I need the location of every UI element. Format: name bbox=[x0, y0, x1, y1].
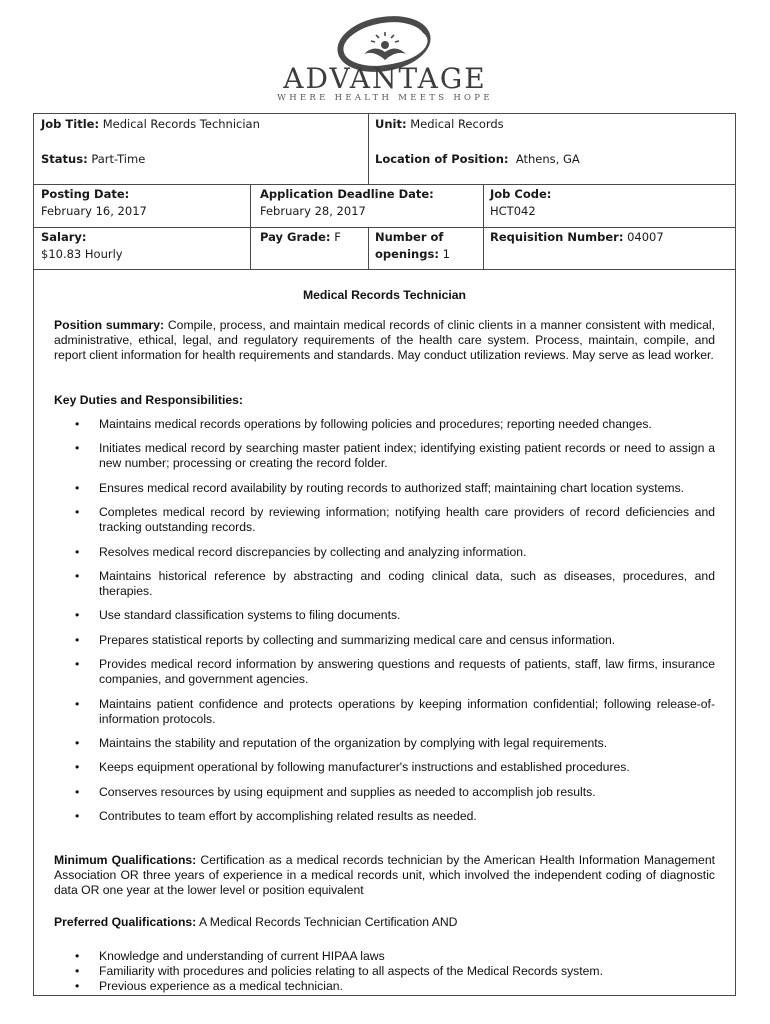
bullet-icon: • bbox=[75, 809, 80, 824]
list-item bbox=[54, 608, 715, 623]
duty-text: Completes medical record by reviewing information; notifying health care providers of record deficiencies and tracking outstanding records. bbox=[99, 505, 715, 535]
status-label: Status: bbox=[41, 152, 88, 166]
posting-date-value: February 16, 2017 bbox=[41, 204, 147, 218]
bullet-icon: • bbox=[75, 441, 80, 456]
brand-tagline: WHERE HEALTH MEETS HOPE bbox=[277, 93, 493, 103]
openings-label-line2: openings: bbox=[375, 247, 439, 261]
posting-date-label: Posting Date: bbox=[41, 187, 130, 201]
list-item bbox=[54, 809, 715, 824]
list-item bbox=[54, 949, 715, 964]
job-code-value: HCT042 bbox=[490, 204, 536, 218]
duty-text: Maintains patient confidence and protects operations by keeping information confidential; following release-of-information protocols. bbox=[99, 696, 715, 726]
preferred-qualifications bbox=[54, 915, 715, 930]
list-item bbox=[54, 760, 715, 775]
pay-grade-field bbox=[260, 229, 341, 246]
duty-text: Ensures medical record availability by routing records to authorized staff; maintaining chart location systems. bbox=[99, 480, 685, 495]
list-item bbox=[54, 633, 715, 648]
list-item bbox=[54, 979, 715, 994]
salary-value: $10.83 Hourly bbox=[41, 247, 123, 261]
bullet-icon: • bbox=[75, 657, 80, 672]
bullet-icon: • bbox=[75, 964, 80, 978]
duty-text: Provides medical record information by answering questions and requests of patients, staff, law firms, insurance companies, and government agencies. bbox=[99, 657, 715, 687]
job-posting-document bbox=[33, 113, 736, 996]
bullet-icon: • bbox=[75, 608, 80, 623]
salary-field bbox=[41, 229, 123, 263]
duty-text: Initiates medical record by searching master patient index; identifying existing patient records or need to assign a new number; processing or creating the record folder. bbox=[99, 441, 715, 471]
table-divider bbox=[34, 269, 735, 270]
list-item bbox=[54, 569, 715, 599]
deadline-value: February 28, 2017 bbox=[260, 204, 366, 218]
bullet-icon: • bbox=[75, 979, 80, 993]
position-summary bbox=[54, 318, 715, 363]
deadline-field bbox=[260, 186, 434, 220]
job-title-value: Medical Records Technician bbox=[102, 117, 260, 131]
openings-label-line1: Number of bbox=[375, 230, 444, 244]
bullet-icon: • bbox=[75, 505, 80, 520]
unit-field bbox=[375, 116, 504, 133]
bullet-icon: • bbox=[75, 568, 80, 583]
openings-value: 1 bbox=[442, 247, 450, 261]
list-item bbox=[54, 964, 715, 979]
status-field bbox=[41, 151, 145, 168]
preferred-text: Previous experience as a medical technician. bbox=[99, 979, 343, 993]
brand-name: ADVANTAGE bbox=[283, 62, 487, 95]
duties-list bbox=[54, 417, 715, 824]
duty-text: Maintains historical reference by abstracting and coding clinical data, such as diseases, procedures, and therapies. bbox=[99, 568, 715, 598]
list-item bbox=[54, 505, 715, 535]
requisition-field bbox=[490, 229, 664, 246]
bullet-icon: • bbox=[75, 784, 80, 799]
duties-section bbox=[54, 417, 715, 833]
job-title-label: Job Title: bbox=[41, 117, 100, 131]
duty-text: Maintains medical records operations by following policies and procedures; reporting needed changes. bbox=[99, 417, 652, 431]
duties-heading: Key Duties and Responsibilities: bbox=[54, 393, 243, 407]
preferred-list bbox=[54, 949, 715, 994]
unit-value: Medical Records bbox=[410, 117, 504, 131]
bullet-icon: • bbox=[75, 544, 80, 559]
list-item bbox=[54, 736, 715, 751]
summary-text: Compile, process, and maintain medical records of clinic clients in a manner consistent with medical, administrative, ethical, legal, and regulatory requirements of the health care system. Process, maintain, compile, and report client information for health requirements and standards. May conduct utilization reviews. May serve as lead worker. bbox=[54, 318, 715, 362]
job-code-field bbox=[490, 186, 551, 220]
preferred-section bbox=[54, 949, 715, 994]
min-qual-label: Minimum Qualifications: bbox=[54, 853, 197, 867]
list-item bbox=[54, 481, 715, 496]
table-divider bbox=[34, 227, 735, 228]
list-item bbox=[54, 657, 715, 687]
bullet-icon: • bbox=[75, 480, 80, 495]
bullet-icon: • bbox=[75, 760, 80, 775]
location-label: Location of Position: bbox=[375, 152, 509, 166]
summary-label: Position summary: bbox=[54, 318, 165, 332]
requisition-label: Requisition Number: bbox=[490, 230, 624, 244]
bullet-icon: • bbox=[75, 696, 80, 711]
duty-text: Maintains the stability and reputation of the organization by complying with legal requirements. bbox=[99, 735, 608, 750]
salary-label: Salary: bbox=[41, 230, 87, 244]
openings-field bbox=[375, 229, 450, 263]
requisition-value: 04007 bbox=[627, 230, 664, 244]
document-title: Medical Records Technician bbox=[302, 288, 466, 302]
deadline-label: Application Deadline Date: bbox=[260, 187, 434, 201]
posting-date-field bbox=[41, 186, 147, 220]
job-code-label: Job Code: bbox=[490, 187, 552, 201]
minimum-qualifications bbox=[54, 853, 715, 898]
list-item bbox=[54, 697, 715, 727]
list-item bbox=[54, 785, 715, 800]
list-item bbox=[54, 545, 715, 560]
pay-grade-value: F bbox=[334, 230, 341, 244]
status-value: Part-Time bbox=[91, 152, 146, 166]
job-title-field bbox=[41, 116, 260, 133]
duty-text: Keeps equipment operational by following manufacturer's instructions and established procedures. bbox=[99, 760, 630, 775]
location-field bbox=[375, 151, 580, 168]
preferred-text: Familiarity with procedures and policies relating to all aspects of the Medical Records system. bbox=[99, 964, 603, 978]
duty-text: Prepares statistical reports by collecting and summarizing medical care and census information. bbox=[99, 632, 616, 647]
min-qual-text: Certification as a medical records technician by the American Health Information Management Association OR three years of experience in a medical records unit, which involved the independent coding of diagnostic data OR one year at the lower level or position equivalent bbox=[54, 853, 715, 897]
bullet-icon: • bbox=[75, 735, 80, 750]
list-item bbox=[54, 417, 715, 432]
list-item bbox=[54, 441, 715, 471]
company-logo bbox=[0, 0, 770, 110]
table-divider bbox=[34, 184, 735, 185]
preferred-text: Knowledge and understanding of current HIPAA laws bbox=[99, 949, 385, 963]
duty-text: Contributes to team effort by accomplishing related results as needed. bbox=[99, 809, 477, 824]
pay-grade-label: Pay Grade: bbox=[260, 230, 331, 244]
location-value: Athens, GA bbox=[515, 152, 580, 166]
unit-label: Unit: bbox=[375, 117, 407, 131]
pref-qual-text: A Medical Records Technician Certification AND bbox=[198, 915, 458, 929]
bullet-icon: • bbox=[75, 417, 80, 431]
table-divider bbox=[368, 227, 369, 269]
pref-qual-label: Preferred Qualifications: bbox=[54, 915, 197, 929]
table-divider bbox=[368, 114, 369, 184]
bullet-icon: • bbox=[75, 949, 80, 963]
bullet-icon: • bbox=[75, 632, 80, 647]
duty-text: Use standard classification systems to filing documents. bbox=[99, 608, 401, 623]
duty-text: Conserves resources by using equipment and supplies as needed to accomplish job results. bbox=[99, 784, 596, 799]
duty-text: Resolves medical record discrepancies by collecting and analyzing information. bbox=[99, 544, 527, 559]
